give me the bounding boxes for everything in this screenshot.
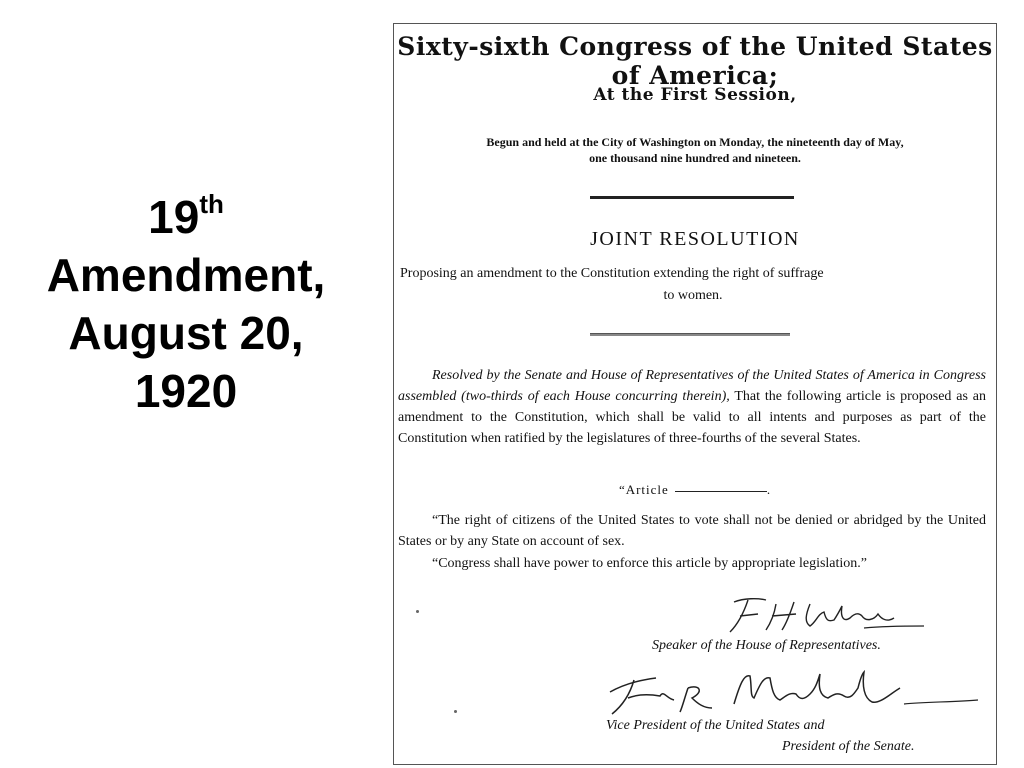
begun-line-2: one thousand nine hundred and nineteen.: [589, 151, 801, 165]
section-2-paragraph: “Congress shall have power to enforce this article by appropriate legislation.”: [432, 556, 868, 571]
article-blank-rule: [675, 491, 767, 492]
proposing-line-2: to women.: [663, 288, 723, 303]
congress-heading: Sixty-sixth Congress of the United States of America;: [397, 32, 993, 90]
resolved-clause: Resolved by the Senate and House of Representatives of the United States of America in Congress assembled (two-thirds of each House concurring therein),: [398, 368, 986, 404]
session-heading: At the First Session,: [593, 85, 797, 105]
paper-speck: [416, 610, 419, 613]
article-end: .: [766, 482, 772, 497]
paper-speck: [454, 710, 457, 713]
speaker-title: Speaker of the House of Representatives.: [652, 638, 881, 653]
title-line-2: Amendment,: [46, 249, 326, 301]
section-1-paragraph: “The right of citizens of the United States to vote shall not be denied or abridged by the United States or by any State on account of sex.: [398, 513, 986, 549]
speaker-signature: [714, 592, 934, 636]
vp-title-line-1: Vice President of the United States and: [606, 718, 825, 733]
vice-president-title: [606, 715, 914, 757]
article-label: “Article: [618, 482, 669, 497]
title-line-3: August 20,: [68, 307, 304, 359]
proposing-line-1: Proposing an amendment to the Constitution extending the right of suffrage: [400, 266, 824, 281]
begun-statement: [394, 134, 996, 166]
vice-president-signature: [604, 664, 984, 718]
divider-rule-thin: [590, 333, 790, 336]
proposing-statement: [400, 263, 986, 307]
divider-rule: [590, 196, 794, 199]
resolved-text: That the following article is proposed as an amendment to the Constitution, which shall be valid to all intents and purposes as part of the Constitution when ratified by the legislatures of three-fourths of the several States.: [398, 389, 986, 446]
document-image: [393, 23, 997, 765]
title-ordinal-suffix: th: [199, 188, 224, 219]
resolved-paragraph: [398, 365, 986, 449]
title-line-4: 1920: [134, 365, 238, 417]
title-number: 19: [148, 191, 200, 243]
article-heading: [394, 482, 996, 498]
slide-title: [0, 188, 372, 420]
joint-resolution-heading: JOINT RESOLUTION: [590, 228, 800, 250]
vp-title-line-2: President of the Senate.: [782, 739, 915, 754]
begun-line-1: Begun and held at the City of Washington on Monday, the nineteenth day of May,: [486, 135, 904, 149]
title-line-1: [0, 188, 372, 246]
